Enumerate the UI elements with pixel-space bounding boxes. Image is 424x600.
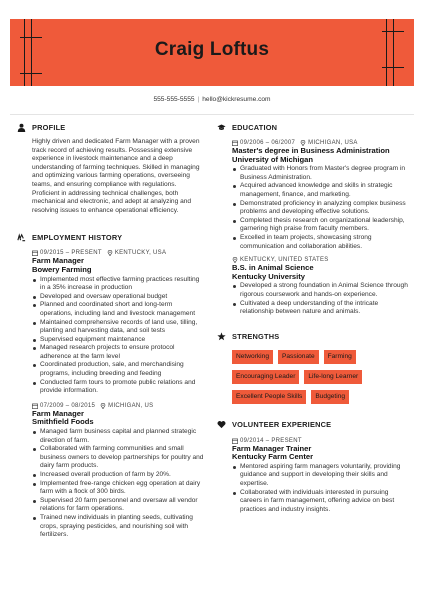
job-bullet: Supervised equipment maintenance: [32, 336, 205, 345]
job-dates: 09/2015 – PRESENT: [40, 250, 102, 257]
strengths-title: STRENGTHS: [232, 332, 280, 342]
job-bullet: Implemented most effective farming practices resulting in a 35% increase in production: [32, 276, 205, 293]
education-bullet: Completed thesis research on organizational leadership, garnering high praise from faculty members.: [232, 217, 408, 234]
strength-tag: Excellent People Skills: [232, 390, 306, 404]
volunteer-dates: 09/2014 – PRESENT: [240, 437, 302, 444]
degree-title: Master's degree in Business Administration: [232, 146, 390, 155]
job-bullet: Developed and oversaw operational budget: [32, 293, 205, 302]
calendar-icon: [32, 403, 38, 409]
employment-heading: [17, 231, 205, 243]
education-entry: [218, 256, 408, 317]
strength-tag: Budgeting: [311, 390, 349, 404]
job-role: Farm Manager: [32, 408, 84, 418]
degree-title: B.S. in Animal Science: [232, 263, 314, 273]
education-bullet: Graduated with Honors from Master's degree program in Business Administration.: [232, 165, 408, 182]
education-heading: [217, 121, 408, 133]
left-column: [18, 121, 205, 540]
contact-separator: |: [197, 96, 200, 103]
education-bullet: Developed a strong foundation in Animal Science through rigorous coursework and hands-on experience.: [232, 282, 408, 299]
strength-tag: Life-long Learner: [304, 370, 362, 384]
header-decor-line: [20, 37, 42, 38]
education-dates: 09/2006 – 06/2007: [240, 140, 296, 146]
strength-tag: Farming: [324, 350, 356, 364]
education-location: MICHIGAN, USA: [308, 140, 358, 146]
email[interactable]: hello@kickresume.com: [202, 96, 271, 103]
volunteer-bullets: [232, 463, 408, 515]
location-pin-icon: [100, 403, 106, 409]
job-bullet: Trained new individuals in planting seeds, cultivating crops, spraying pesticides, and nourishing soil with fertilizers.: [32, 514, 205, 540]
job-bullet: Managed research projects to ensure protocol adherence at the farm level: [32, 344, 205, 361]
heart-icon: [217, 420, 226, 429]
volunteer-heading: [217, 419, 408, 431]
graduation-cap-icon: [217, 123, 226, 132]
job-bullet: Increased overall production of farm by 20%.: [32, 471, 205, 480]
education-entry: [218, 139, 408, 251]
strength-tag: Passionate: [278, 350, 319, 364]
candidate-name: Craig Loftus: [154, 39, 270, 60]
job-bullet: Maintained comprehensive records of land use, tilling, planting and harvesting data, and soil tests: [32, 319, 205, 336]
header-divider: [10, 114, 414, 115]
job-bullet: Implemented free-range chicken egg operation at dairy farm with a flock of 300 birds.: [32, 480, 205, 497]
education-bullet: Acquired advanced knowledge and skills in strategic management, finance, and marketing.: [232, 182, 408, 199]
profile-summary: Highly driven and dedicated Farm Manager with a proven track record of achieving results. Possessing extensive experience in livestock maintenance and a deep understanding of farming techniques. Skilled in managing and optimizing various farming operations, overseeing teams, and ensuring compliance with regulations. Proficient in addressing technical challenges, both mechanical and electronic, and adept at analyzing and resolving issues to enhance operational efficiency.: [32, 138, 200, 214]
strength-tag: Networking: [232, 350, 273, 364]
job-bullet: Planned and coordinated short and long-term operations, including land and livestock management: [32, 301, 205, 318]
header-banner: [10, 19, 414, 86]
volunteer-role: Farm Manager Trainer: [232, 443, 312, 453]
contact-line: [0, 96, 424, 103]
education-bullets: [232, 165, 408, 251]
volunteer-title: VOLUNTEER EXPERIENCE: [232, 420, 332, 430]
education-title: EDUCATION: [232, 122, 278, 132]
employment-title: EMPLOYMENT HISTORY: [32, 232, 123, 242]
volunteer-bullet: Collaborated with individuals interested in pursuing careers in farm management, offering advice on best practices and industry insights.: [232, 489, 408, 515]
job-bullets: [32, 276, 205, 396]
person-icon: [17, 123, 26, 132]
job-bullet: Supervised 20 farm personnel and oversaw all vendor relations for farm operations.: [32, 497, 205, 514]
job-bullet: Collaborated with farming communities and small business owners to develop partnerships for poultry and dairy farm products.: [32, 445, 205, 471]
job-bullets: [32, 428, 205, 540]
volunteer-bullet: Mentored aspiring farm managers voluntarily, providing guidance and support in developing their skills and expertise.: [232, 463, 408, 489]
profile-title: PROFILE: [32, 122, 66, 132]
strengths-heading: [217, 331, 408, 343]
volunteer-entry: [218, 437, 408, 515]
education-bullet: Excelled in team projects, showcasing strong communication and collaboration abilities.: [232, 234, 408, 251]
job-entry: [18, 402, 205, 540]
header-decor-line: [382, 67, 404, 68]
job-role: Farm Manager: [32, 256, 84, 266]
location-pin-icon: [107, 250, 113, 256]
header-decor-line: [382, 31, 404, 32]
education-bullets: [232, 282, 408, 316]
school-name: University of Michigan: [232, 154, 314, 164]
education-bullet: Demonstrated proficiency in analyzing complex business problems and developing effective solutions.: [232, 200, 408, 217]
volunteer-org: Kentucky Farm Center: [232, 452, 314, 462]
education-bullet: Cultivated a deep understanding of the intricate relationship between nature and animals.: [232, 300, 408, 317]
header-decor-line: [20, 73, 42, 74]
right-column: [218, 121, 408, 514]
strength-tag: Encouraging Leader: [232, 370, 299, 384]
profile-heading: [17, 121, 205, 133]
strengths-list: [218, 350, 398, 410]
briefcase-icon: [17, 233, 26, 242]
job-bullet: Conducted farm tours to promote public relations and provide information.: [32, 379, 205, 396]
star-icon: [217, 332, 226, 341]
job-bullet: Managed farm business capital and planned strategic direction of farm.: [32, 428, 205, 445]
phone: 555-555-5555: [153, 96, 195, 103]
school-name: Kentucky University: [232, 271, 306, 281]
education-location: KENTUCKY, UNITED STATES: [240, 257, 329, 264]
job-location: KENTUCKY, USA: [114, 250, 167, 257]
calendar-icon: [232, 438, 238, 444]
job-bullet: Coordinated production, sale, and merchandising programs, including breeding and feeding: [32, 361, 205, 378]
job-company: Smithfield Foods: [32, 417, 94, 427]
job-entry: [18, 249, 205, 396]
job-location: MICHIGAN, US: [108, 402, 154, 409]
job-company: Bowery Farming: [32, 264, 92, 274]
job-dates: 07/2009 – 08/2015: [40, 402, 96, 409]
